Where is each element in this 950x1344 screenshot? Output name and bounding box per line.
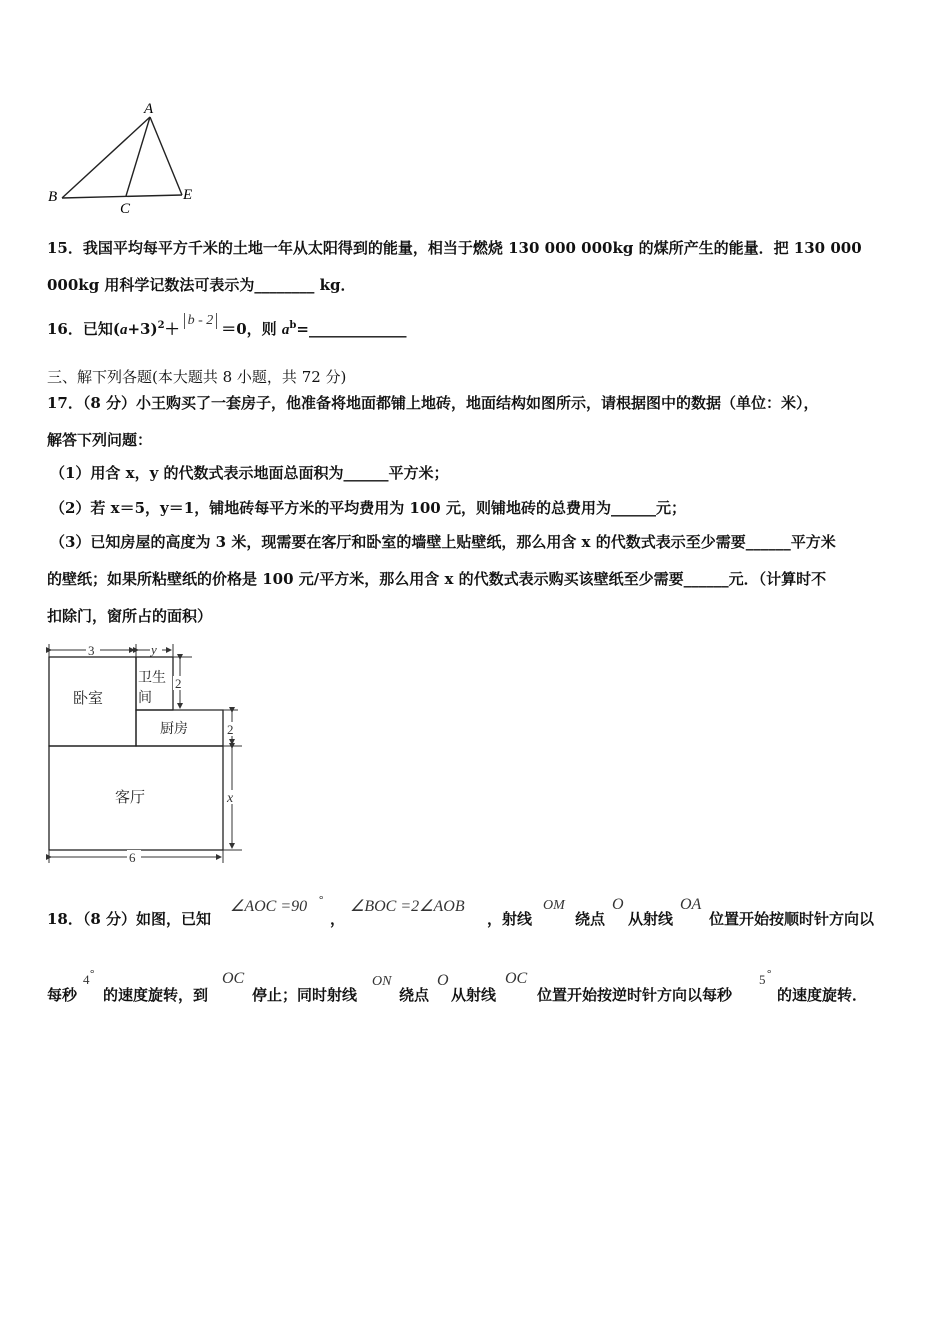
q18-text-10: 位置开始按逆时针方向以每秒 <box>537 986 733 1004</box>
q18-line1 <box>47 894 927 938</box>
q16-exponent: b <box>289 320 297 331</box>
room-bedroom: 卧室 <box>73 691 104 707</box>
q16-square: 2 <box>157 320 165 331</box>
q17-part3-line2: 的壁纸；如果所粘壁纸的价格是 100 元/平方米，那么用含 x 的代数式表示购买该壁纸至少需要______元．（计算时不 <box>47 570 827 588</box>
q18-degree-4: ° <box>90 968 95 980</box>
dim-bottom: 6 <box>129 850 136 865</box>
q15-unit: kg． <box>314 276 356 294</box>
dim-top-right: y <box>151 642 157 657</box>
q18-oa: OA <box>680 896 702 913</box>
q16-base: a <box>281 322 290 338</box>
q18-text-7: 停止；同时射线 <box>252 986 358 1004</box>
q18-comma: ， <box>330 910 346 928</box>
q17-line2: 解答下列问题： <box>47 431 153 449</box>
q16-abs-expr: b - 2 <box>184 313 218 329</box>
vertex-b: B <box>48 189 58 205</box>
q18-text-11: 的速度旋转． <box>777 986 868 1004</box>
q18-o: O <box>612 896 624 913</box>
room-kitchen: 厨房 <box>160 722 188 737</box>
q18-text-2: 绕点 <box>575 910 606 928</box>
edge-ab <box>62 117 150 198</box>
section3-title: 三、解下列各题(本大题共 8 小题，共 72 分) <box>47 368 347 386</box>
q17-part2: （2）若 x＝5，y＝1，铺地砖每平方米的平均费用为 100 元，则铺地砖的总费用为______元； <box>50 499 686 517</box>
q17-part1: （1）用含 x，y 的代数式表示地面总面积为______平方米； <box>50 464 449 482</box>
vertex-e: E <box>183 187 193 203</box>
q18-lead: 18．（8 分）如图，已知 <box>47 910 212 928</box>
q18-angle-boc: ∠BOC =2∠AOB <box>350 898 465 915</box>
q15-line2-text: 000kg 用科学记数法可表示为 <box>47 276 255 294</box>
q18-text-1: ，射线 <box>487 910 533 928</box>
q18-oc-2: OC <box>505 970 528 987</box>
q18-om: OM <box>543 898 565 913</box>
q18-text-4: 位置开始按顺时针方向以 <box>709 910 875 928</box>
dim-right-living: x <box>227 791 234 806</box>
q16-var-a: a <box>119 322 128 338</box>
q18-text-9: 从射线 <box>451 986 497 1004</box>
q17-line1: 17．（8 分）小王购买了一套房子，他准备将地面都铺上地砖，地面结构如图所示，请根据图中的数据（单位：米）， <box>47 394 819 412</box>
q18-text-3: 从射线 <box>628 910 674 928</box>
q18-five: 5 <box>759 972 766 987</box>
edge-ae <box>150 117 182 195</box>
q15-answer-blank[interactable]: ________ <box>254 276 315 294</box>
q16-plus: ＋ <box>164 320 180 338</box>
q15-line1: 15．我国平均每平方千米的土地一年从太阳得到的能量，相当于燃烧 130 000 000kg 的煤所产生的能量．把 130 000 <box>47 239 862 257</box>
q18-degree: ° <box>319 894 324 906</box>
q18-text-8: 绕点 <box>399 986 430 1004</box>
q18-degree-5: ° <box>767 968 772 980</box>
q18-text-6: 的速度旋转，到 <box>103 986 209 1004</box>
room-bath-line1: 卫生 <box>138 671 166 686</box>
dim-right-kitchen: 2 <box>227 722 234 737</box>
q18-o-2: O <box>437 972 449 989</box>
q18-oc-1: OC <box>222 970 245 987</box>
vertex-c: C <box>120 201 131 217</box>
q15-line2 <box>47 274 356 295</box>
dim-top-left: 3 <box>88 643 95 658</box>
edge-be <box>62 195 182 198</box>
q17-part3-line3: 扣除门，窗所占的面积） <box>47 607 213 625</box>
triangle-figure <box>40 95 210 220</box>
q18-on: ON <box>372 974 392 989</box>
room-living: 客厅 <box>115 790 146 806</box>
q16-tail: = <box>296 320 309 338</box>
q18-text-5: 每秒 <box>47 986 78 1004</box>
q17-part3-line1: （3）已知房屋的高度为 3 米，现需要在客厅和卧室的墙壁上贴壁纸，那么用含 x 的代数式表示至少需要______平方米 <box>50 533 836 551</box>
vertex-a: A <box>144 101 154 117</box>
q18-line2 <box>47 968 927 1008</box>
q16-plus3: +3) <box>127 320 158 338</box>
room-bath-line2: 间 <box>138 691 152 706</box>
q16-answer-blank[interactable]: _____________ <box>309 320 407 338</box>
dim-right-bath: 2 <box>175 676 182 691</box>
q18-angle-aoc: ∠AOC =90 <box>230 898 308 915</box>
q16-lead: 16．已知( <box>47 320 120 338</box>
q16 <box>47 313 407 339</box>
q16-eq: ＝0，则 <box>221 320 282 338</box>
q18-four: 4 <box>83 972 90 987</box>
floor-plan <box>40 638 250 868</box>
